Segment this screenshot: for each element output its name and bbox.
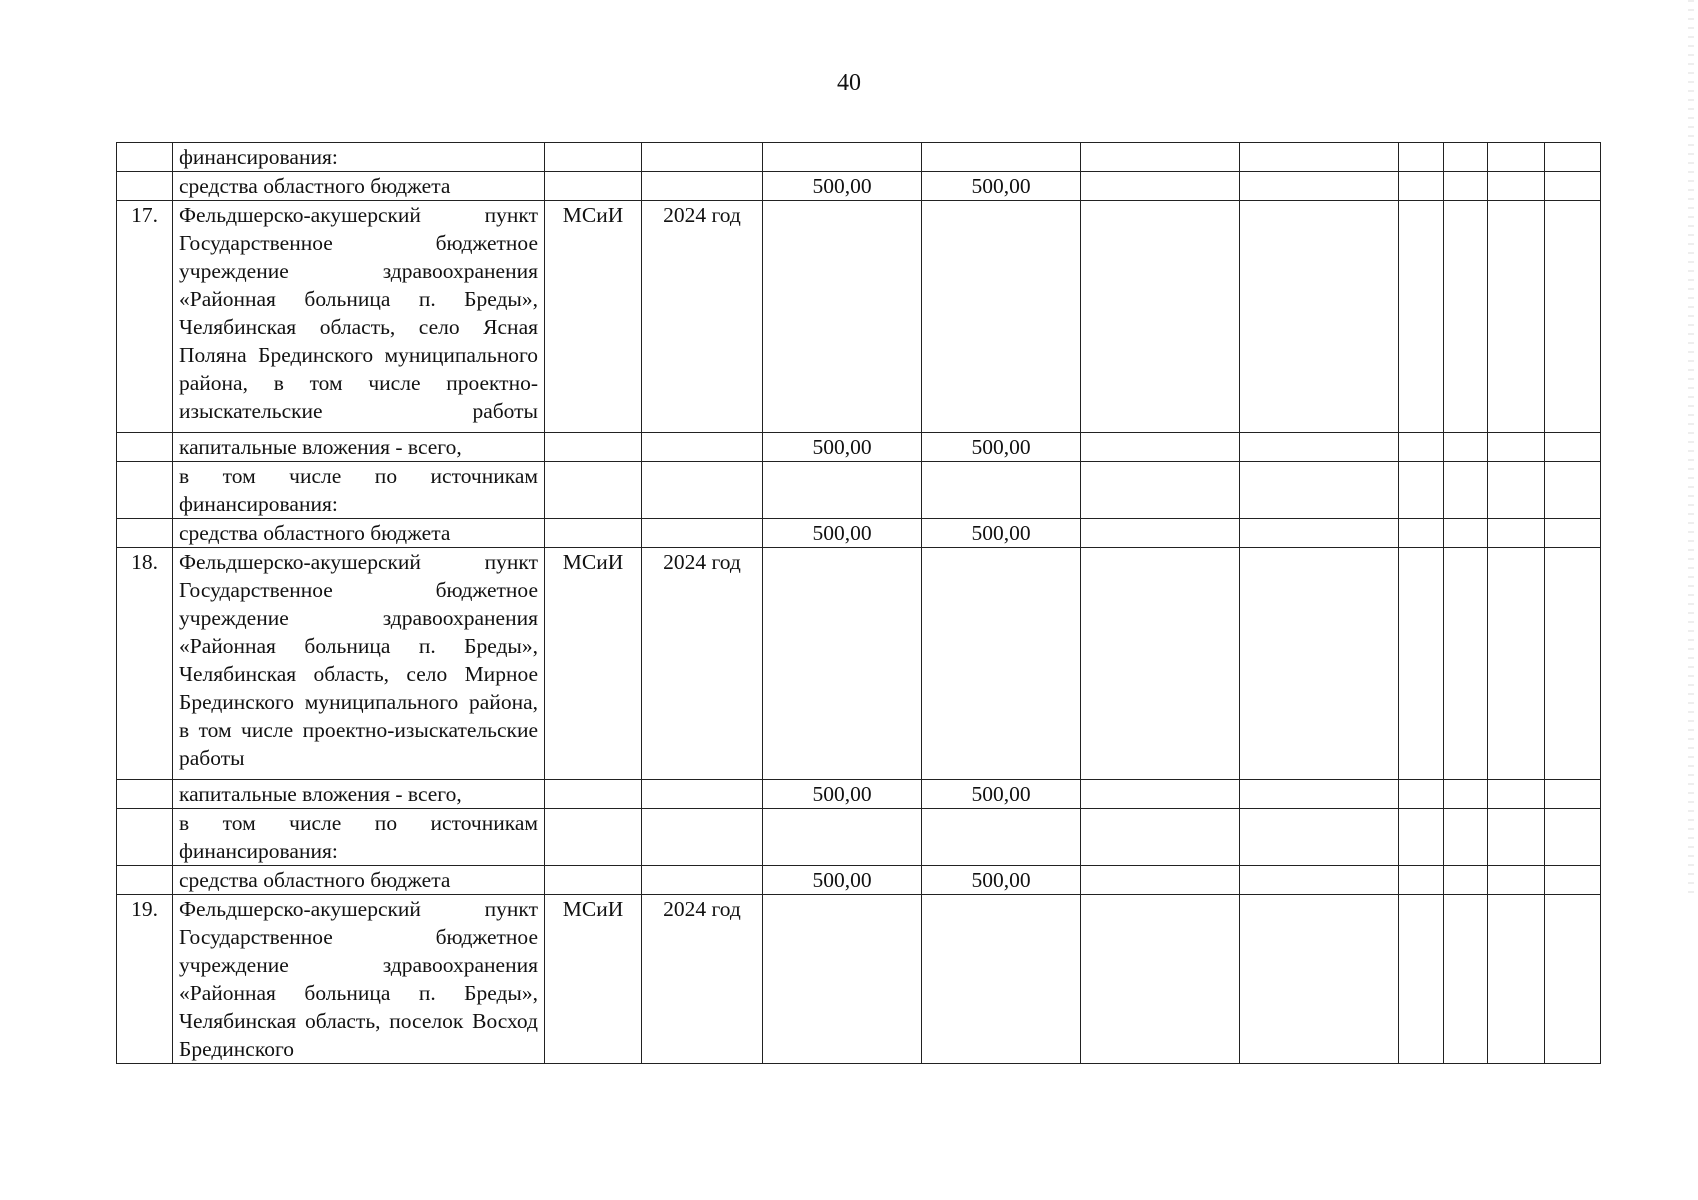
responsible-cell <box>545 433 642 462</box>
object-description-cell: в том числе по источникам финансирования: <box>173 809 545 866</box>
amount-cell: 500,00 <box>922 866 1081 895</box>
empty-cell <box>1545 172 1601 201</box>
empty-cell <box>1081 780 1240 809</box>
table-row <box>117 866 1601 895</box>
empty-cell <box>1444 143 1488 172</box>
empty-cell <box>1488 201 1545 433</box>
table-row <box>117 519 1601 548</box>
empty-cell <box>1081 172 1240 201</box>
amount-cell: 500,00 <box>922 172 1081 201</box>
empty-cell <box>1081 143 1240 172</box>
empty-cell <box>1240 780 1399 809</box>
scan-edge-marks <box>1688 0 1694 900</box>
empty-cell <box>1399 201 1444 433</box>
year-cell: 2024 год <box>642 895 763 1064</box>
empty-cell <box>1399 462 1444 519</box>
empty-cell <box>1399 143 1444 172</box>
amount-cell <box>763 143 922 172</box>
empty-cell <box>1240 809 1399 866</box>
empty-cell <box>1399 548 1444 780</box>
responsible-cell <box>545 780 642 809</box>
responsible-cell: МСиИ <box>545 548 642 780</box>
empty-cell <box>1488 143 1545 172</box>
row-number-cell: 17. <box>117 201 173 433</box>
empty-cell <box>1444 519 1488 548</box>
table-row <box>117 809 1601 866</box>
empty-cell <box>1488 433 1545 462</box>
table-row <box>117 433 1601 462</box>
table-row <box>117 201 1601 433</box>
object-description-cell: Фельдшерско-акушерский пункт Государственное бюджетное учреждение здравоохранения «Районная больница п. Бреды», Челябинская область, село Ясная Поляна Брединского муниципального района, в том числе проектно-изыскательские работы <box>173 201 545 433</box>
empty-cell <box>1240 895 1399 1064</box>
year-cell <box>642 519 763 548</box>
empty-cell <box>1545 780 1601 809</box>
amount-cell: 500,00 <box>763 172 922 201</box>
empty-cell <box>1545 895 1601 1064</box>
empty-cell <box>1545 462 1601 519</box>
empty-cell <box>1399 866 1444 895</box>
empty-cell <box>1488 866 1545 895</box>
row-number-cell <box>117 462 173 519</box>
amount-cell <box>922 548 1081 780</box>
table-row <box>117 143 1601 172</box>
year-cell: 2024 год <box>642 201 763 433</box>
empty-cell <box>1240 143 1399 172</box>
row-number-cell <box>117 809 173 866</box>
empty-cell <box>1444 809 1488 866</box>
empty-cell <box>1240 866 1399 895</box>
empty-cell <box>1399 433 1444 462</box>
empty-cell <box>1240 201 1399 433</box>
empty-cell <box>1545 519 1601 548</box>
empty-cell <box>1545 201 1601 433</box>
empty-cell <box>1081 866 1240 895</box>
amount-cell <box>763 462 922 519</box>
empty-cell <box>1240 519 1399 548</box>
empty-cell <box>1444 201 1488 433</box>
empty-cell <box>1399 809 1444 866</box>
responsible-cell <box>545 809 642 866</box>
empty-cell <box>1240 462 1399 519</box>
year-cell <box>642 172 763 201</box>
empty-cell <box>1081 201 1240 433</box>
year-cell <box>642 780 763 809</box>
object-description-cell: средства областного бюджета <box>173 519 545 548</box>
responsible-cell <box>545 519 642 548</box>
amount-cell: 500,00 <box>763 519 922 548</box>
empty-cell <box>1488 780 1545 809</box>
row-number-cell <box>117 780 173 809</box>
empty-cell <box>1399 895 1444 1064</box>
empty-cell <box>1488 548 1545 780</box>
empty-cell <box>1488 895 1545 1064</box>
empty-cell <box>1545 143 1601 172</box>
empty-cell <box>1240 548 1399 780</box>
empty-cell <box>1444 548 1488 780</box>
amount-cell <box>922 809 1081 866</box>
page-number: 40 <box>837 70 861 96</box>
empty-cell <box>1545 548 1601 780</box>
row-number-cell: 18. <box>117 548 173 780</box>
amount-cell: 500,00 <box>922 780 1081 809</box>
empty-cell <box>1444 172 1488 201</box>
object-description-cell: средства областного бюджета <box>173 172 545 201</box>
empty-cell <box>1081 895 1240 1064</box>
empty-cell <box>1444 433 1488 462</box>
empty-cell <box>1399 780 1444 809</box>
empty-cell <box>1444 895 1488 1064</box>
empty-cell <box>1444 462 1488 519</box>
object-description-cell: в том числе по источникам финансирования: <box>173 462 545 519</box>
object-description-cell: Фельдшерско-акушерский пункт Государственное бюджетное учреждение здравоохранения «Районная больница п. Бреды», Челябинская область, поселок Восход Брединского <box>173 895 545 1064</box>
empty-cell <box>1081 462 1240 519</box>
row-number-cell <box>117 866 173 895</box>
empty-cell <box>1488 519 1545 548</box>
amount-cell: 500,00 <box>763 866 922 895</box>
budget-table <box>116 142 1601 1064</box>
empty-cell <box>1081 809 1240 866</box>
row-number-cell: 19. <box>117 895 173 1064</box>
amount-cell <box>763 201 922 433</box>
table-body <box>117 143 1601 1064</box>
year-cell <box>642 433 763 462</box>
amount-cell <box>763 548 922 780</box>
empty-cell <box>1399 519 1444 548</box>
empty-cell <box>1488 172 1545 201</box>
object-description-cell: капитальные вложения - всего, <box>173 780 545 809</box>
empty-cell <box>1081 433 1240 462</box>
year-cell <box>642 462 763 519</box>
row-number-cell <box>117 172 173 201</box>
object-description-cell: капитальные вложения - всего, <box>173 433 545 462</box>
table-row <box>117 895 1601 1064</box>
responsible-cell: МСиИ <box>545 201 642 433</box>
table-row <box>117 780 1601 809</box>
empty-cell <box>1444 866 1488 895</box>
responsible-cell <box>545 866 642 895</box>
empty-cell <box>1545 433 1601 462</box>
amount-cell: 500,00 <box>763 780 922 809</box>
responsible-cell <box>545 172 642 201</box>
object-description-cell: средства областного бюджета <box>173 866 545 895</box>
empty-cell <box>1240 433 1399 462</box>
amount-cell: 500,00 <box>922 433 1081 462</box>
row-number-cell <box>117 143 173 172</box>
table-row <box>117 548 1601 780</box>
amount-cell <box>922 462 1081 519</box>
table-row <box>117 462 1601 519</box>
empty-cell <box>1488 462 1545 519</box>
row-number-cell <box>117 433 173 462</box>
object-description-cell: Фельдшерско-акушерский пункт Государственное бюджетное учреждение здравоохранения «Районная больница п. Бреды», Челябинская область, село Мирное Брединского муниципального района, в том числе проектно-изыскательские работы <box>173 548 545 780</box>
year-cell: 2024 год <box>642 548 763 780</box>
empty-cell <box>1545 866 1601 895</box>
year-cell <box>642 866 763 895</box>
responsible-cell: МСиИ <box>545 895 642 1064</box>
row-number-cell <box>117 519 173 548</box>
table-row <box>117 172 1601 201</box>
responsible-cell <box>545 143 642 172</box>
amount-cell: 500,00 <box>763 433 922 462</box>
amount-cell <box>763 809 922 866</box>
empty-cell <box>1081 519 1240 548</box>
amount-cell <box>922 201 1081 433</box>
year-cell <box>642 143 763 172</box>
empty-cell <box>1488 809 1545 866</box>
empty-cell <box>1444 780 1488 809</box>
object-description-cell: финансирования: <box>173 143 545 172</box>
empty-cell <box>1240 172 1399 201</box>
empty-cell <box>1081 548 1240 780</box>
responsible-cell <box>545 462 642 519</box>
amount-cell: 500,00 <box>922 519 1081 548</box>
amount-cell <box>922 143 1081 172</box>
amount-cell <box>763 895 922 1064</box>
amount-cell <box>922 895 1081 1064</box>
empty-cell <box>1399 172 1444 201</box>
empty-cell <box>1545 809 1601 866</box>
year-cell <box>642 809 763 866</box>
